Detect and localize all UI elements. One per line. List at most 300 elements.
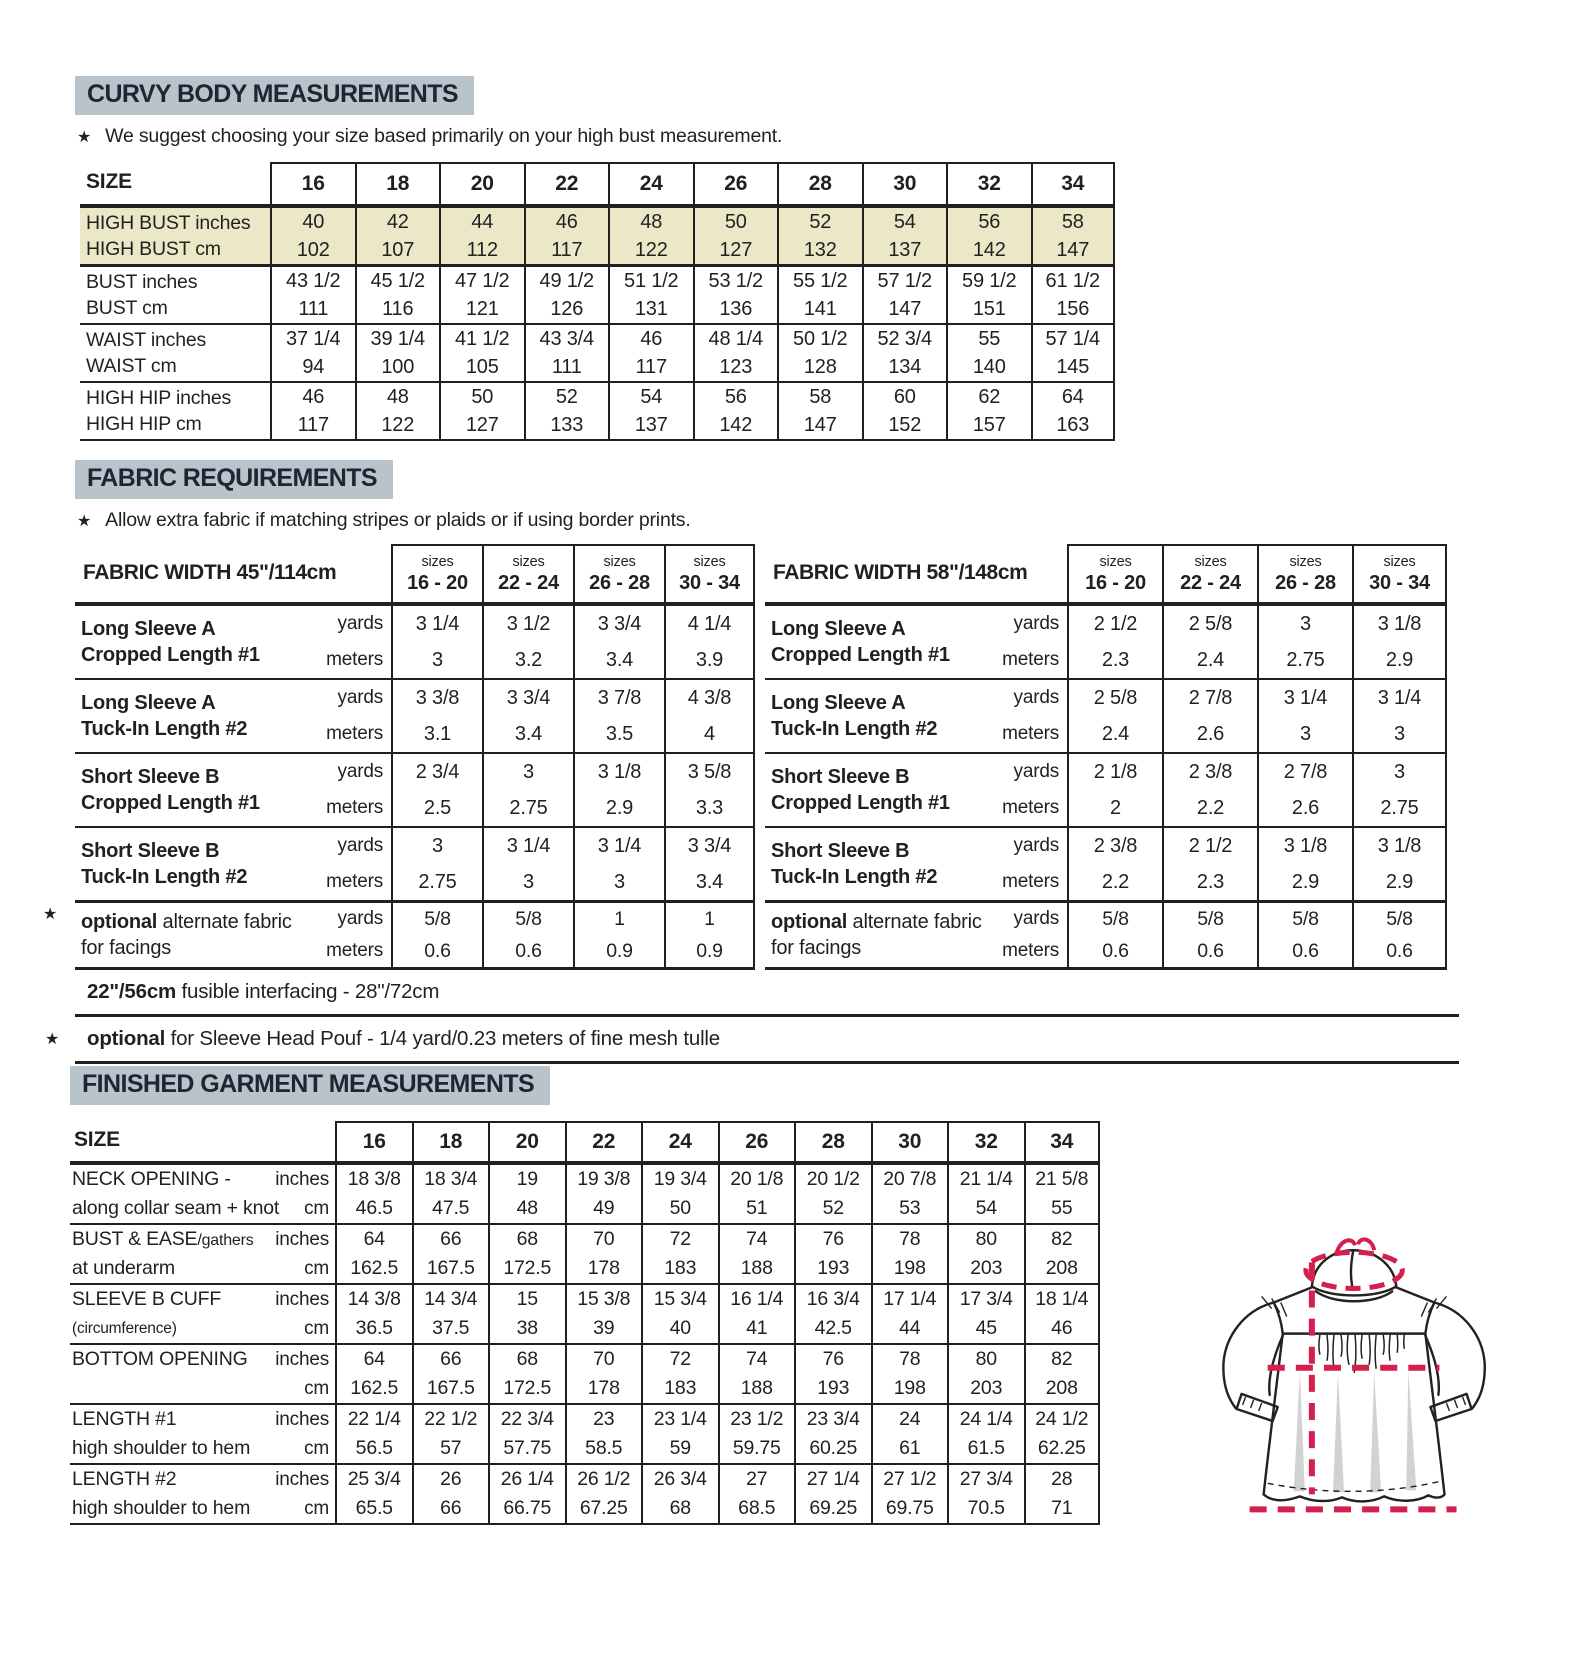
cm-value: 94 (302, 355, 325, 378)
measurement-cell (270, 208, 355, 264)
unit-cell (319, 606, 391, 678)
cm-value: 39 (593, 1317, 615, 1339)
measurement-cell (412, 1165, 489, 1223)
fabric-row-label-line (771, 909, 982, 935)
row-label (70, 1165, 335, 1223)
inches-value: 48 (640, 210, 663, 233)
cm-value: 208 (1045, 1257, 1078, 1279)
finished-measure-row (70, 1345, 1100, 1405)
inches-value: 72 (669, 1348, 691, 1370)
unit-cell (995, 606, 1067, 678)
meters-value: 2.9 (1385, 648, 1414, 671)
inches-value: 46 (302, 385, 325, 408)
inches-value: 15 (516, 1288, 538, 1310)
fabric-row-label-line: Tuck-In Length #2 (771, 866, 938, 888)
interfacing-note (75, 970, 1459, 1017)
row-label-main (72, 1347, 248, 1370)
cm-value: 121 (465, 297, 499, 320)
cm-value: 167.5 (426, 1377, 475, 1399)
cm-value: 36.5 (355, 1317, 393, 1339)
body-measurements-section (75, 76, 1115, 441)
yards-value: 2 3/8 (1188, 760, 1233, 783)
fabric-row-label-line: Cropped Length #1 (81, 792, 260, 814)
cm-unit-label: cm (304, 1258, 329, 1279)
inches-value: 40 (302, 210, 325, 233)
measurement-cell (1024, 1405, 1101, 1463)
measurement-cell (565, 1405, 642, 1463)
body-note (77, 125, 1115, 148)
meters-value: 2.3 (1101, 648, 1130, 671)
finished-garment-section (70, 1066, 1100, 1525)
inches-unit-label: inches (275, 1169, 329, 1190)
fabric-row-label (765, 754, 995, 826)
fabric-row-label-line: Tuck-In Length #2 (81, 718, 248, 740)
fabric-row-label-line: Short Sleeve B (771, 766, 910, 788)
measurement-cell (524, 267, 609, 323)
cm-value: 42.5 (814, 1317, 852, 1339)
yards-value: 4 1/4 (687, 612, 732, 635)
meters-value: 0.6 (1292, 939, 1319, 962)
inches-value: 52 (809, 210, 832, 233)
yards-label: yards (1013, 835, 1059, 856)
row-label (80, 383, 270, 439)
size-header-row (80, 162, 1115, 208)
meters-value: 2.75 (1286, 648, 1325, 671)
fabric-amount-cell (1067, 606, 1162, 678)
inches-value: 24 1/4 (959, 1408, 1013, 1430)
inches-value: 46 (640, 327, 663, 350)
fabric-row (75, 828, 755, 903)
inches-value: 56 (724, 385, 747, 408)
inches-value: 18 3/8 (347, 1168, 401, 1190)
cm-value: 66 (440, 1497, 462, 1519)
inches-value: 20 1/2 (806, 1168, 860, 1190)
fabric-amount-cell (482, 903, 573, 967)
cm-value: 208 (1045, 1377, 1078, 1399)
measurement-cell (1024, 1225, 1101, 1283)
meters-label: meters (1002, 871, 1059, 892)
finished-measure-row (70, 1165, 1100, 1225)
meters-value: 3.2 (514, 648, 543, 671)
inches-value: 70 (593, 1228, 615, 1250)
inches-value: 21 1/4 (959, 1168, 1013, 1190)
fabric-row-label (765, 606, 995, 678)
inches-unit-label: inches (275, 1349, 329, 1370)
inches-value: 46 (555, 210, 578, 233)
fabric-row-label (75, 828, 319, 900)
fabric-row-label-line: Cropped Length #1 (771, 792, 950, 814)
inches-value: 50 (724, 210, 747, 233)
cm-value: 178 (587, 1257, 620, 1279)
fabric-header-row (75, 544, 755, 606)
inches-value: 49 1/2 (539, 269, 594, 292)
measurement-cell (641, 1225, 718, 1283)
inches-value: 64 (1061, 385, 1084, 408)
cm-value: 44 (899, 1317, 921, 1339)
meters-value: 2.6 (1196, 722, 1225, 745)
fabric-tables (43, 544, 1447, 970)
size-range: 22 - 24 (498, 572, 559, 595)
cm-value: 131 (634, 297, 668, 320)
yards-value: 2 5/8 (1188, 612, 1233, 635)
measurement-row (80, 383, 1115, 441)
row-label-main-small: /gathers (197, 1231, 254, 1249)
row-label-sub-text: (circumference) (72, 1319, 177, 1337)
meters-label: meters (326, 723, 383, 744)
cm-value: 163 (1056, 413, 1090, 436)
measurement-cell (488, 1165, 565, 1223)
cm-value: 61 (899, 1437, 921, 1459)
unit-cell (995, 680, 1067, 752)
row-label-sub-text: at underarm (72, 1256, 175, 1279)
size-group-header (1257, 544, 1352, 602)
yards-value: 3 5/8 (687, 760, 732, 783)
meters-value: 3.4 (605, 648, 634, 671)
measurement-cell (439, 325, 524, 381)
fabric-amount-cell (391, 606, 482, 678)
cm-value: 112 (466, 238, 498, 261)
size-col-header: 30 (871, 1121, 948, 1161)
row-label-inches: HIGH HIP inches (86, 387, 232, 409)
cm-value: 141 (803, 297, 837, 320)
row-label-cm: BUST cm (86, 297, 168, 319)
meters-label: meters (1002, 723, 1059, 744)
inches-value: 60 (893, 385, 916, 408)
inches-value: 24 (899, 1408, 921, 1430)
size-col-header: 24 (608, 162, 693, 204)
section-title-finished: FINISHED GARMENT MEASUREMENTS (70, 1066, 550, 1105)
fabric-amount-cell (664, 828, 755, 900)
meters-value: 3 (1394, 722, 1405, 745)
measurement-cell (718, 1225, 795, 1283)
measurement-cell (641, 1285, 718, 1343)
measurement-cell (1024, 1165, 1101, 1223)
inches-value: 23 3/4 (806, 1408, 860, 1430)
unit-cell (319, 680, 391, 752)
measurement-cell (794, 1225, 871, 1283)
cm-value: 157 (972, 413, 1006, 436)
measurement-cell (794, 1465, 871, 1523)
cm-value: 162.5 (350, 1257, 399, 1279)
measurement-cell (862, 383, 947, 439)
fabric-amount-cell (1352, 903, 1447, 967)
fabric-row-label-line: Tuck-In Length #2 (771, 718, 938, 740)
yards-value: 3 1/4 (506, 834, 551, 857)
cm-value: 111 (551, 355, 582, 378)
measurement-cell (794, 1285, 871, 1343)
measurement-cell (777, 325, 862, 381)
fabric-row-label-line: Short Sleeve B (81, 766, 220, 788)
yards-value: 5/8 (515, 907, 542, 930)
fabric-row-label (75, 754, 319, 826)
measurement-cell (355, 208, 440, 264)
measurement-cell (871, 1225, 948, 1283)
interfacing-note-text: fusible interfacing - 28"/72cm (176, 980, 440, 1003)
inches-value: 26 (440, 1468, 462, 1490)
cm-value: 126 (550, 297, 584, 320)
meters-value: 3.4 (695, 870, 724, 893)
inches-value: 24 1/2 (1035, 1408, 1089, 1430)
measurement-cell (412, 1225, 489, 1283)
blouse-line-drawing (1133, 1190, 1545, 1642)
row-label-line-inches (72, 1345, 335, 1374)
row-label (70, 1225, 335, 1283)
meters-value: 0.9 (606, 939, 633, 962)
row-label-main-text: LENGTH #2 (72, 1467, 177, 1490)
cm-value: 41 (746, 1317, 768, 1339)
fabric-row-label-line: Long Sleeve A (81, 618, 216, 640)
size-col-header: 28 (794, 1121, 871, 1161)
size-group-header (482, 544, 573, 602)
section-title-fabric: FABRIC REQUIREMENTS (75, 460, 393, 499)
fabric-amount-cell (664, 606, 755, 678)
unit-cell (319, 754, 391, 826)
fabric-row-label-line (81, 909, 292, 935)
meters-value: 2.4 (1101, 722, 1130, 745)
measurement-cell (335, 1225, 412, 1283)
measurement-cell (608, 383, 693, 439)
row-label-main (72, 1407, 177, 1430)
fabric-row-label-line: Long Sleeve A (771, 692, 906, 714)
size-group-header (1352, 544, 1447, 602)
yards-value: 3 1/8 (1377, 834, 1422, 857)
yards-label: yards (1013, 687, 1059, 708)
inches-value: 80 (975, 1348, 997, 1370)
measurement-cell (718, 1465, 795, 1523)
measurement-cell (270, 325, 355, 381)
inches-value: 22 1/4 (347, 1408, 401, 1430)
row-label (70, 1405, 335, 1463)
fabric-row-label (765, 680, 995, 752)
inches-value: 23 (593, 1408, 615, 1430)
fabric-row-label-line: Long Sleeve A (771, 618, 906, 640)
inches-value: 18 1/4 (1035, 1288, 1089, 1310)
measurement-cell (355, 325, 440, 381)
size-col-header: 32 (946, 162, 1031, 204)
size-col-header: 18 (355, 162, 440, 204)
row-label-inches: HIGH BUST inches (86, 212, 251, 234)
inches-value: 68 (516, 1348, 538, 1370)
measurement-cell (1031, 267, 1116, 323)
cm-value: 142 (719, 413, 753, 436)
optional-word: optional (771, 911, 848, 933)
cm-value: 58.5 (585, 1437, 623, 1459)
measurement-cell (488, 1465, 565, 1523)
cm-value: 69.75 (885, 1497, 934, 1519)
body-measurements-table (80, 162, 1115, 441)
measurement-cell (565, 1225, 642, 1283)
yards-value: 2 1/2 (1188, 834, 1233, 857)
cm-value: 128 (803, 355, 837, 378)
cm-value: 66.75 (503, 1497, 552, 1519)
fabric-row (75, 754, 755, 828)
row-label-main (72, 1287, 222, 1310)
inches-value: 25 3/4 (347, 1468, 401, 1490)
measurement-cell (524, 208, 609, 264)
yards-value: 5/8 (1197, 907, 1224, 930)
measurement-cell (335, 1465, 412, 1523)
star-icon: ★ (43, 906, 58, 923)
inches-value: 76 (822, 1228, 844, 1250)
meters-value: 2.5 (423, 796, 452, 819)
inches-value: 16 1/4 (730, 1288, 784, 1310)
measurement-cell (565, 1345, 642, 1403)
fabric-amount-cell (391, 903, 482, 967)
yards-value: 3 3/8 (415, 686, 460, 709)
inches-value: 14 3/8 (347, 1288, 401, 1310)
cm-value: 151 (972, 297, 1006, 320)
yards-value: 3 3/4 (597, 612, 642, 635)
yards-value: 3 1/4 (415, 612, 460, 635)
cm-value: 57.75 (503, 1437, 552, 1459)
fabric-amount-cell (1067, 903, 1162, 967)
fabric-amount-cell (1067, 680, 1162, 752)
fabric-amount-cell (1162, 680, 1257, 752)
inches-value: 54 (893, 210, 916, 233)
yards-label: yards (1013, 908, 1059, 929)
meters-value: 3 (523, 870, 534, 893)
inches-value: 22 1/2 (424, 1408, 478, 1430)
measurement-cell (946, 325, 1031, 381)
inches-value: 61 1/2 (1045, 269, 1100, 292)
measurement-cell (355, 383, 440, 439)
meters-value: 2.75 (418, 870, 457, 893)
cm-value: 132 (803, 238, 837, 261)
size-col-header: 16 (335, 1121, 412, 1161)
inches-value: 48 1/4 (708, 327, 763, 350)
fabric-row-label-rest: alternate fabric (847, 911, 982, 933)
measurement-cell (862, 208, 947, 264)
cm-value: 152 (888, 413, 922, 436)
fabric-amount-cell (1162, 828, 1257, 900)
fabric-width-label: FABRIC WIDTH 45"/114cm (83, 561, 337, 584)
yards-value: 4 3/8 (687, 686, 732, 709)
inches-value: 17 3/4 (959, 1288, 1013, 1310)
fabric-row (765, 680, 1447, 754)
fabric-row (765, 754, 1447, 828)
row-label-line-inches (72, 1165, 335, 1194)
measurement-cell (565, 1465, 642, 1523)
measurement-cell (335, 1165, 412, 1223)
fabric-amount-cell (391, 680, 482, 752)
row-label-inches: BUST inches (86, 271, 198, 293)
inches-value: 19 3/8 (577, 1168, 631, 1190)
fabric-row-label-line: for facings (771, 937, 862, 959)
measurement-cell (608, 208, 693, 264)
yards-value: 3 7/8 (597, 686, 642, 709)
meters-value: 0.6 (1197, 939, 1224, 962)
sizes-word: sizes (1383, 553, 1416, 570)
inches-value: 27 3/4 (959, 1468, 1013, 1490)
yards-value: 3 1/4 (1377, 686, 1422, 709)
fabric-row-label-line: Cropped Length #1 (771, 644, 950, 666)
fabric-amount-cell (1352, 828, 1447, 900)
cm-value: 47.5 (432, 1197, 470, 1219)
yards-label: yards (337, 613, 383, 634)
inches-value: 19 (516, 1168, 538, 1190)
cm-value: 71 (1051, 1497, 1073, 1519)
cm-value: 40 (669, 1317, 691, 1339)
inches-value: 74 (746, 1228, 768, 1250)
cm-value: 54 (975, 1197, 997, 1219)
meters-label: meters (1002, 940, 1059, 961)
yards-label: yards (1013, 613, 1059, 634)
fabric-amount-cell (1257, 828, 1352, 900)
fabric-row (75, 606, 755, 680)
measurement-cell (439, 208, 524, 264)
fabric-amount-cell (1162, 903, 1257, 967)
measurement-cell (718, 1405, 795, 1463)
row-label-line-cm (72, 1254, 335, 1283)
garment-illustration (1133, 1190, 1545, 1642)
fabric-row-label-rest: alternate fabric (157, 911, 292, 933)
size-col-header: 30 (862, 162, 947, 204)
yards-value: 3 3/4 (506, 686, 551, 709)
cm-value: 46 (1051, 1317, 1073, 1339)
measurement-cell (871, 1165, 948, 1223)
inches-value: 80 (975, 1228, 997, 1250)
row-label (70, 1465, 335, 1523)
inches-value: 64 (363, 1348, 385, 1370)
finished-garment-table (70, 1121, 1100, 1525)
cm-unit-label: cm (304, 1498, 329, 1519)
inches-value: 23 1/4 (653, 1408, 707, 1430)
measurement-cell (270, 267, 355, 323)
yards-value: 2 3/4 (415, 760, 460, 783)
inches-value: 82 (1051, 1228, 1073, 1250)
row-label-line-inches (72, 1465, 335, 1494)
fabric-amount-cell (1067, 828, 1162, 900)
cm-value: 55 (1051, 1197, 1073, 1219)
cm-value: 145 (1056, 355, 1090, 378)
row-label-sub-text: high shoulder to hem (72, 1496, 251, 1519)
measurement-cell (524, 383, 609, 439)
measurement-cell (947, 1165, 1024, 1223)
yards-value: 3 3/4 (687, 834, 732, 857)
unit-cell (995, 828, 1067, 900)
measurement-cell (862, 267, 947, 323)
inches-value: 19 3/4 (653, 1168, 707, 1190)
size-range: 22 - 24 (1180, 572, 1241, 595)
inches-value: 58 (1061, 210, 1084, 233)
fabric-row (75, 903, 755, 970)
fabric-requirements-section (43, 460, 1455, 1064)
measurement-cell (641, 1165, 718, 1223)
measurement-cell (794, 1345, 871, 1403)
measurement-cell (947, 1405, 1024, 1463)
fabric-amount-cell (482, 680, 573, 752)
cm-value: 49 (593, 1197, 615, 1219)
measurement-cell (608, 325, 693, 381)
row-label-main-text: SLEEVE B CUFF (72, 1287, 222, 1310)
sizes-word: sizes (1289, 553, 1322, 570)
cm-value: 178 (587, 1377, 620, 1399)
meters-value: 0.6 (1102, 939, 1129, 962)
cm-unit-label: cm (304, 1378, 329, 1399)
fabric-row (765, 828, 1447, 903)
cm-value: 147 (803, 413, 837, 436)
measurement-cell (335, 1405, 412, 1463)
measurement-cell (565, 1285, 642, 1343)
meters-value: 2.3 (1196, 870, 1225, 893)
fabric-amount-cell (1257, 680, 1352, 752)
measurement-cell (1024, 1465, 1101, 1523)
yards-value: 3 (1394, 760, 1405, 783)
yards-value: 3 (432, 834, 443, 857)
cm-value: 61.5 (967, 1437, 1005, 1459)
fabric-amount-cell (391, 754, 482, 826)
inches-value: 26 1/4 (500, 1468, 554, 1490)
